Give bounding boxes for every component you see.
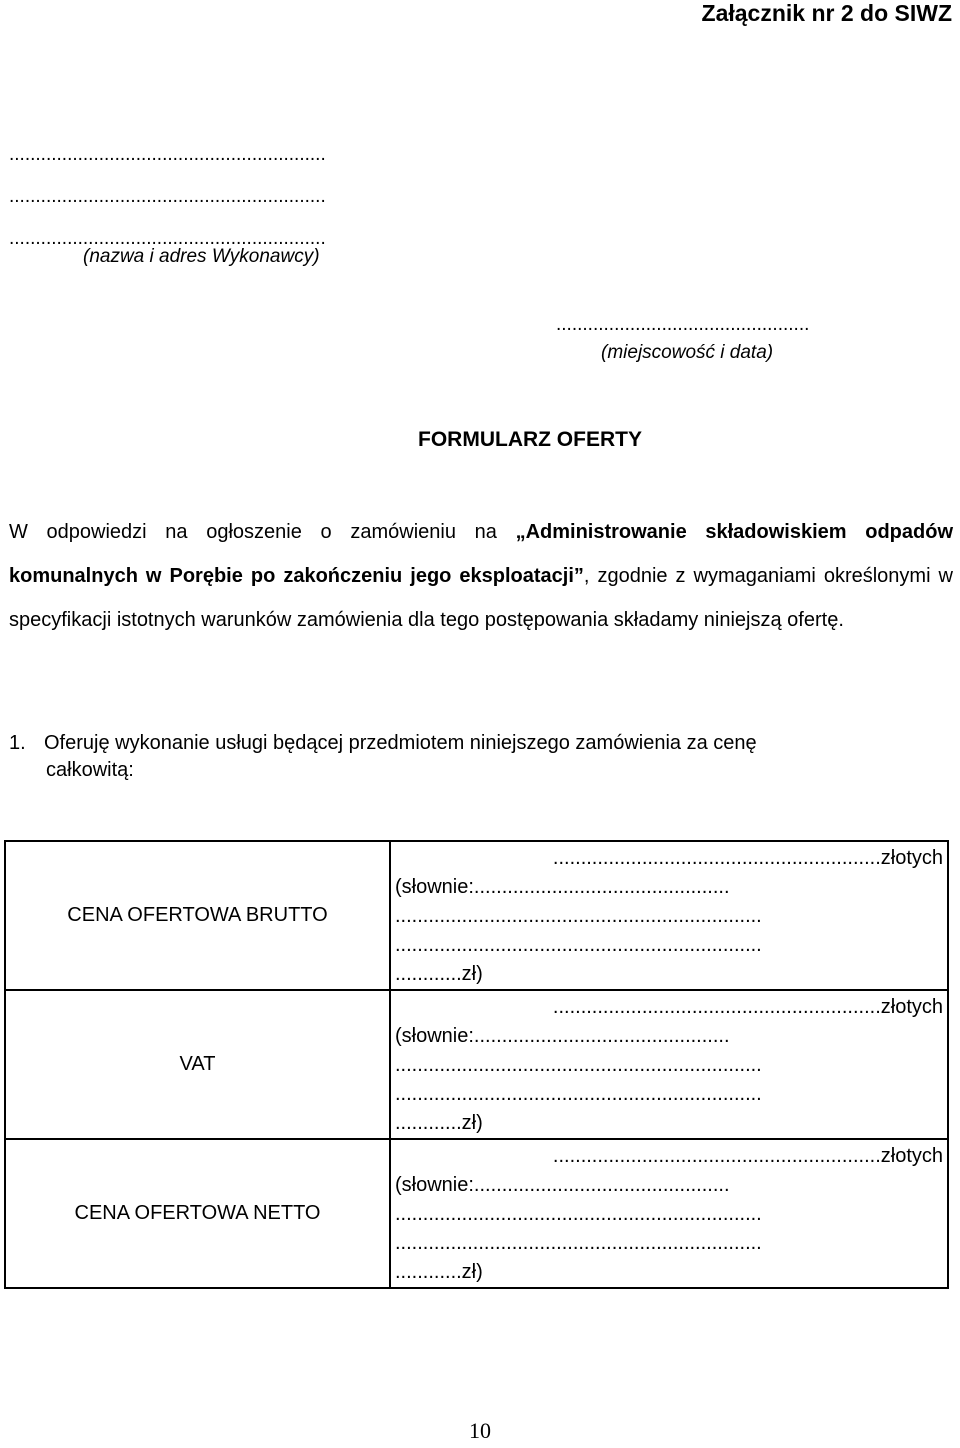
vat-end-line: ............zł) xyxy=(395,1112,483,1134)
net-dots-line-2: .................................................................. xyxy=(395,1232,762,1254)
page-number: 10 xyxy=(469,1418,491,1443)
place-date-caption: (miejscowość i data) xyxy=(601,342,774,363)
net-words-line: (słownie:.............................................. xyxy=(395,1174,730,1196)
intro-paragraph xyxy=(9,510,953,642)
gross-price-label: CENA OFERTOWA BRUTTO xyxy=(5,841,390,990)
gross-amount-line: ...........................................................złotych xyxy=(552,847,943,869)
intro-prefix: W odpowiedzi na ogłoszenie o zamówieniu na xyxy=(9,521,516,543)
price-row-net xyxy=(5,1139,948,1288)
vat-amount-line: ...........................................................złotych xyxy=(552,996,943,1018)
gross-dots-line-1: .................................................................. xyxy=(395,905,762,927)
vat-label: VAT xyxy=(5,990,390,1139)
intro-contract-name: „Administrowanie składowiskiem odpadów komunalnych w Porębie po zakończeniu jego eksploatacji” xyxy=(9,521,954,587)
point-1 xyxy=(9,730,953,784)
gross-end-line: ............zł) xyxy=(395,963,483,985)
intro-suffix: , zgodnie z wymaganiami określonymi w specyfikacji istotnych warunków zamówienia dla tego postępowania składamy niniejszą ofertę. xyxy=(9,565,953,631)
price-row-vat xyxy=(5,990,948,1139)
price-row-gross xyxy=(5,841,948,990)
place-date-dots: ................................................ xyxy=(556,314,810,335)
point-1-line-2: całkowitą: xyxy=(46,759,134,781)
contractor-dots-line-3: ............................................................ xyxy=(9,228,326,249)
gross-price-field[interactable] xyxy=(390,841,948,990)
attachment-title: Załącznik nr 2 do SIWZ xyxy=(701,0,952,26)
net-dots-line-1: .................................................................. xyxy=(395,1203,762,1225)
net-price-label: CENA OFERTOWA NETTO xyxy=(5,1139,390,1288)
vat-dots-line-2: .................................................................. xyxy=(395,1083,762,1105)
contractor-caption: (nazwa i adres Wykonawcy) xyxy=(83,246,320,267)
point-1-line-1: Oferuję wykonanie usługi będącej przedmiotem niniejszego zamówienia za cenę xyxy=(44,732,757,754)
contractor-dots-line-1: ............................................................ xyxy=(9,144,326,165)
vat-dots-line-1: .................................................................. xyxy=(395,1054,762,1076)
net-price-field[interactable] xyxy=(390,1139,948,1288)
vat-words-line: (słownie:.............................................. xyxy=(395,1025,730,1047)
price-table xyxy=(4,840,949,1289)
vat-field[interactable] xyxy=(390,990,948,1139)
contractor-dots-line-2: ............................................................ xyxy=(9,186,326,207)
net-amount-line: ...........................................................złotych xyxy=(552,1145,943,1167)
point-1-number: 1. xyxy=(9,732,26,754)
gross-words-line: (słownie:.............................................. xyxy=(395,876,730,898)
net-end-line: ............zł) xyxy=(395,1261,483,1283)
gross-dots-line-2: .................................................................. xyxy=(395,934,762,956)
form-title: FORMULARZ OFERTY xyxy=(418,428,642,451)
